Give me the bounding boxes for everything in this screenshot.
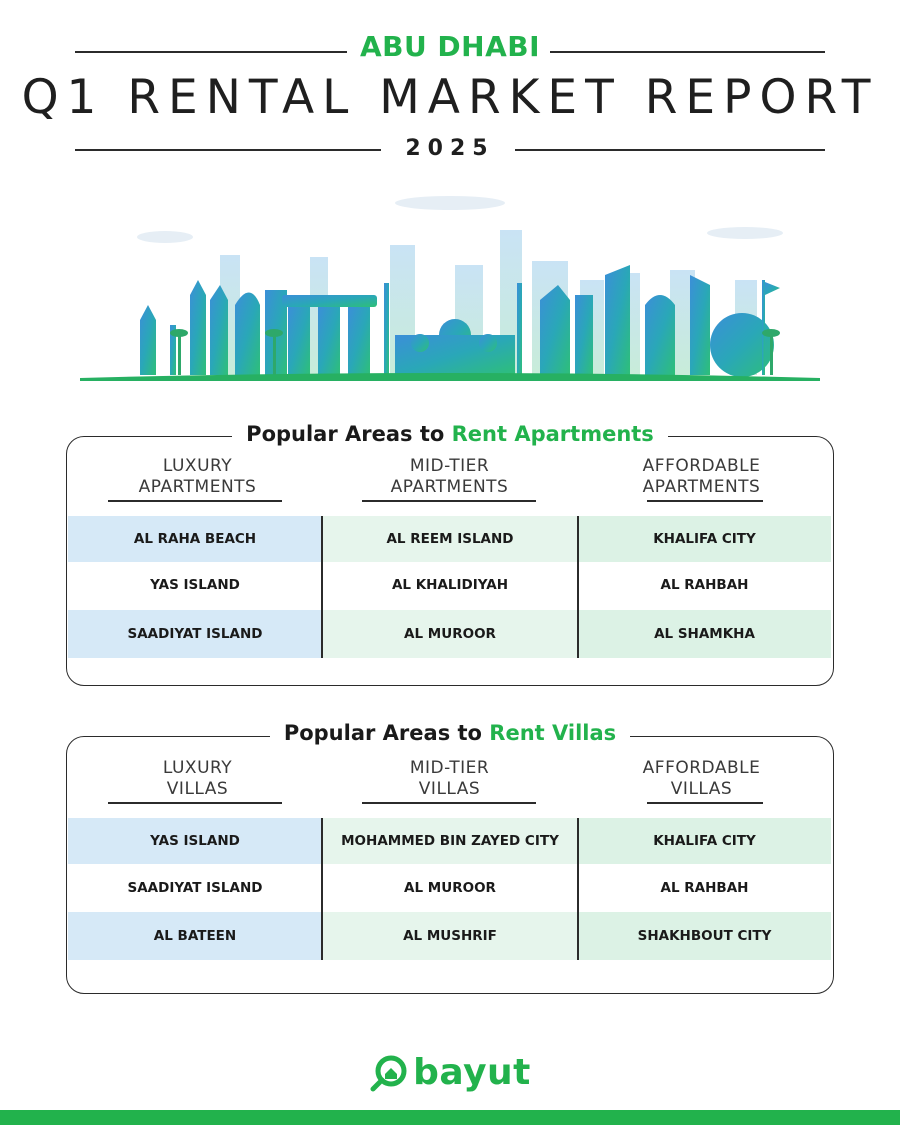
villas-midtier-row-2: AL MUROOR <box>404 880 496 896</box>
apartments-midtier-row-3: AL MUROOR <box>322 610 578 658</box>
villas-divider-2 <box>577 818 579 960</box>
apartments-affordable-row-3: AL SHAMKHA <box>578 610 831 658</box>
apartments-col-midtier-underline <box>362 500 536 502</box>
villas-col-midtier-underline <box>362 802 536 804</box>
report-year: 2025 <box>405 136 495 161</box>
apartments-divider-1 <box>321 516 323 658</box>
apartments-midtier-row-2: AL KHALIDIYAH <box>391 577 509 593</box>
villas-col-luxury-underline <box>108 802 282 804</box>
villas-title-highlight: Rent Villas <box>489 721 617 745</box>
bayut-logo <box>0 1052 900 1093</box>
apartments-affordable-row-1: KHALIFA CITY <box>578 516 831 562</box>
apartments-luxury-row-1: AL RAHA BEACH <box>68 516 322 562</box>
villas-luxury-row-3: AL BATEEN <box>68 912 322 960</box>
villas-divider-1 <box>321 818 323 960</box>
abu-dhabi-skyline-illustration <box>70 185 830 385</box>
villas-affordable-row-3: SHAKHBOUT CITY <box>578 912 831 960</box>
villas-midtier-row-1: MOHAMMED BIN ZAYED CITY <box>322 818 578 864</box>
bayut-house-logo-icon <box>369 1053 409 1093</box>
villas-section-title <box>0 721 900 745</box>
villas-affordable-row-1: KHALIFA CITY <box>578 818 831 864</box>
apartments-section-title <box>0 422 900 446</box>
villas-affordable-row-2: AL RAHBAH <box>660 880 749 896</box>
villas-col-midtier-header: MID-TIER VILLAS <box>409 758 490 799</box>
apartments-col-luxury-underline <box>108 500 282 502</box>
apartments-midtier-row-1: AL REEM ISLAND <box>322 516 578 562</box>
villas-col-affordable-underline <box>647 802 763 804</box>
apartments-col-luxury-header: LUXURY APARTMENTS <box>138 456 257 497</box>
apartments-col-affordable-header: AFFORDABLE APARTMENTS <box>642 456 761 497</box>
apartments-luxury-row-2: YAS ISLAND <box>150 577 240 593</box>
apartments-divider-2 <box>577 516 579 658</box>
apartments-luxury-row-3: SAADIYAT ISLAND <box>68 610 322 658</box>
villas-midtier-row-3: AL MUSHRIF <box>322 912 578 960</box>
apartments-col-affordable-underline <box>647 500 763 502</box>
city-title: ABU DHABI <box>359 30 541 63</box>
report-title: Q1 RENTAL MARKET REPORT <box>21 70 879 125</box>
apartments-col-midtier-header: MID-TIER APARTMENTS <box>390 456 509 497</box>
apartments-title-prefix: Popular Areas to <box>246 422 452 446</box>
villas-col-luxury-header: LUXURY VILLAS <box>162 758 233 799</box>
apartments-title-highlight: Rent Apartments <box>451 422 654 446</box>
villas-title-prefix: Popular Areas to <box>283 721 490 745</box>
bottom-brand-bar <box>0 1110 900 1125</box>
villas-luxury-row-2: SAADIYAT ISLAND <box>127 880 263 896</box>
bayut-logo-text: bayut <box>413 1052 531 1093</box>
villas-luxury-row-1: YAS ISLAND <box>68 818 322 864</box>
apartments-affordable-row-2: AL RAHBAH <box>660 577 749 593</box>
villas-col-affordable-header: AFFORDABLE VILLAS <box>642 758 761 799</box>
